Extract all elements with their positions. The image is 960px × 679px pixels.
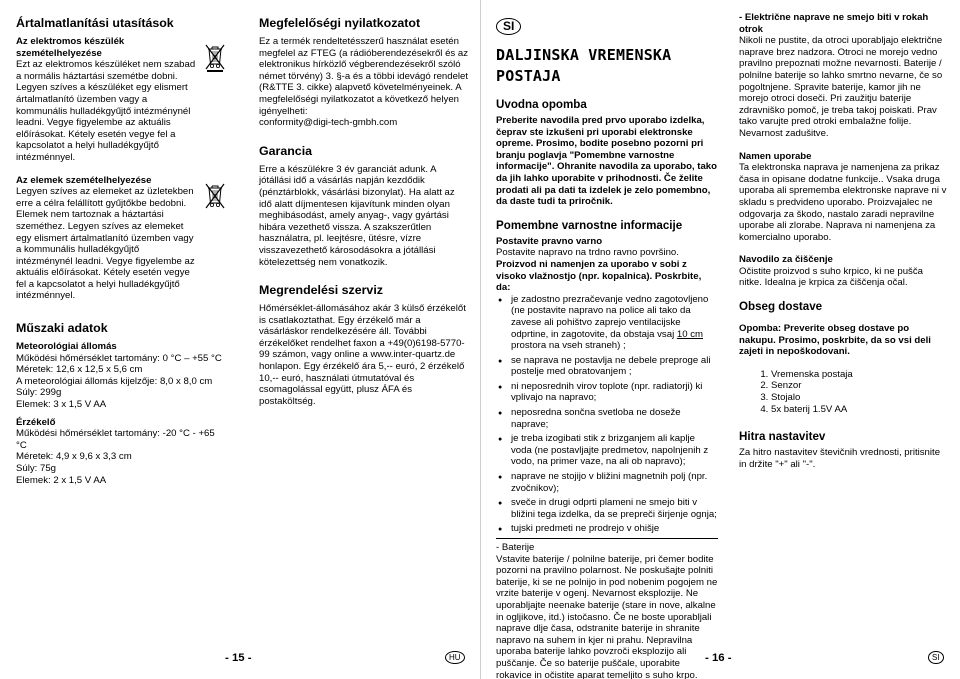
hu-station-line: Súly: 299g [16,387,62,399]
si-proper-use-heading: Postavite pravno varno [496,235,603,247]
si-page-number: - 16 - [705,652,732,664]
si-scope-heading: Obseg dostave [739,300,823,314]
si-footer-badge: SI [928,651,944,664]
hu-station-heading: Meteorológiai állomás [16,341,117,353]
list-item: 2. Senzor [771,380,947,392]
si-intro-heading: Uvodna opomba [496,98,587,111]
list-item: 4. 5x baterij 1.5V AA [771,404,947,416]
hu-sensor-line: Elemek: 2 x 1,5 V AA [16,474,107,486]
hu-battery-heading: Az elemek szemételhelyezése [16,174,152,186]
si-purpose-text: Ta elektronska naprava je namenjena za prikaz časa in opisane dodatne funkcije.. Vsaka druga uporaba ali sprememba elektronske naprave ni v skladu s predvideno uporabo. Proizvajalec ne odgovarja za škodo, nastalo zaradi nepravilne uporabe ali zlorabe. Naprava ni namenjena za komercialno uporabo. [739,162,947,243]
hu-sensor-line: Súly: 75g [16,463,57,474]
si-intro-text: Preberite navodila pred prvo uporabo izdelka, čeprav ste izkušeni pri uporabi elektronske opreme. Prosimo, bodite posebno pozorni pri branju poglavja "Pomembne varnostne informacije". Ohranite navodila za uporabo, tako da jih lahko uporabite v prihodnosti. Če želite prodati ali pa dati ta izdelek je zelo pomembno, da daste tudi ta priročnik. [496,115,717,208]
hu-station-line: Elemek: 3 x 1,5 V AA [16,399,107,411]
si-column-3 [496,12,718,679]
si-proper-use-bold: Proizvod ni namenjen za uporabo v sobi z visoko vlažnostjo (npr. kopalnica). Poskrbite, da: [496,258,702,294]
si-safety-list [496,294,718,535]
hu-order-text: Hőmérséklet-állomásához akár 3 külső érzékelőt is csatlakoztathat. Egy érzékelő már a vásárláskor rendelkezésére áll. További érzékelőket rendelhet faxon a +49(0)6198-5770-99 számon, vagy online a www.inter-quartz.de honlapon. Egy érzékelő ára 5,-- euró, 2 érzékelő 10,-- euró, használati útmutatóval és csomagolással együtt, plusz ÁFA és postaköltség. [259,303,466,407]
hu-column-1 [16,12,226,486]
hu-station-line: Méretek: 12,6 x 12,5 x 5,6 cm [16,364,143,376]
list-item: 1. Vremenska postaja [771,369,947,381]
hu-order-title: Megrendelési szerviz [259,283,383,298]
hu-sensor-line: Működési hőmérséklet tartomány: -20 °C - +65 °C [16,428,215,451]
hu-station-line: Működési hőmérséklet tartomány: 0 °C – +55 °C [16,352,222,364]
si-elec-heading: - Električne naprave ne smejo biti v rokah otrok [739,12,929,35]
si-cleaning-text: Očistite proizvod s suho krpico, ki ne pušča nitke. Idealna je krpica za čiščenja očal. [739,265,923,289]
hu-battery-block [16,175,226,303]
hu-warranty-title: Garancia [259,143,313,158]
si-purpose-heading: Namen uporabe [739,150,812,162]
crossed-bin-icon [204,42,226,72]
si-product-title: DALJINSKA VREMENSKA POSTAJA [496,46,672,85]
hu-page-number: - 15 - [225,652,252,664]
list-item: ● neposredna sončna svetloba ne doseže naprave; [511,407,718,430]
list-item: ● je treba izogibati stik z brizganjem ali kaplje voda (ne postavljajte predmetov, napolnjenih z vodo, na primer vaze, na ali ob napravo); [511,433,718,468]
hu-elec-text: Ezt az elektromos készüléket nem szabad a normális háztartási szemétbe dobni. Legyen szíves a készüléket egy elismert ártalmatlanító üzemben vagy a kommunális hulladékgyűjtő intézménynél leadni. Vegye figyelembe az aktuális előírásokat. Kétely esetén vegye fel a kapcsolatot a helyi hulladékgyűjtő intézménnyel. [16,59,196,163]
hu-conformity-title: Megfelelőségi nyilatkozatot [259,16,421,30]
si-batteries-heading: - Baterije [496,542,535,553]
section-divider [496,538,718,539]
si-proper-use-text: Postavite napravo na trdno ravno površino. [496,247,679,259]
list-item: ● naprave ne stojijo v bližini magnetnih polj (npr. zvočnikov); [511,471,718,494]
si-cleaning-heading: Navodilo za čiščenje [739,254,833,266]
hu-disposal-title: Ártalmatlanítási utasítások [16,16,174,30]
list-item: ● ni neposrednih virov toplote (npr. radiatorji) ki vplivajo na napravo; [511,381,718,404]
si-safety-heading: Pomembne varnostne informacije [496,218,683,232]
si-language-badge: SI [496,18,521,35]
hu-elec-heading: Az elektromos készülék szemételhelyezése [16,36,125,59]
hu-conformity-text: Ez a termék rendeltetésszerű használat esetén megfelel az FTEG (a rádióberendezésekről és az elektronikus hírközlő végberendezésekről szóló német törvény) 3. §-a és a többi idevágó rendelet (R&TTE 3. cikke) alapvető követelményeinek. A megfelelőségi nyilatkozatot a következő helyen igényelheti: [259,36,469,117]
hu-warranty-text: Erre a készülékre 3 év garanciát adunk. A jótállási idő a vásárlás napján kezdődik (pénztárblokk, vásárlási bizonylat). Ha alatt az idő alatt díjmentesen kijavítunk minden olyan meghibásodást, amely anyag-, vagy gyártási hibára vezethető vissza. A szakszerűtlen használatra, pl. leejtésre, ütésre, vízre visszavezethető károsodásokra a jótállási kötelezettség nem vonatkozik. [259,163,455,268]
si-quick-text: Za hitro nastavitev števičnih vrednosti, pritisnite in držite "+" ali "-". [739,447,941,470]
list-item: 3. Stojalo [771,392,947,404]
crossed-bin-icon [204,181,226,211]
hu-language-badge: HU [445,651,465,664]
si-column-4 [739,12,947,470]
hu-conformity-email: conformity@digi-tech-gmbh.com [259,117,398,129]
si-scope-list [739,369,947,415]
hu-sensor-heading: Érzékelő [16,416,56,428]
list-item: ● sveče in drugi odprti plameni ne smejo biti v bližini tega izdelka, da se prepreči širjenje ognja; [511,497,718,520]
hu-column-2 [259,12,469,407]
hu-battery-text: Legyen szíves az elemeket az üzletekben erre a célra felállított gyűjtőkbe bedobni. Elemek nem tartoznak a háztartási szeméthez. Legyen szíves az elemeket egy elismert ártalmatlanító üzemben vagy a kommunális hulladékgyűjtő intézménynél leadni. Vegye figyelembe az aktuális előírásokat. Kétely esetén vegye fel a kapcsolatot a helyi hulladékgyűjtő intézménnyel. [16,186,195,302]
si-scope-text: Opomba: Preverite obseg dostave po nakupu. Prosimo, poskrbite, da so vsi deli zajeti in nepoškodovani. [739,323,931,358]
list-item: ● tujski predmeti ne prodrejo v ohišje [511,523,718,535]
list-item: ● je zadostno prezračevanje vedno zagotovljeno (ne postavite napravo na police ali tako da zavese ali pohištvo zaprejo ventilacijske odprtine, in zagotovite, da obstaja vsaj 10 cm prostora na vseh straneh) ; [511,294,718,352]
hu-station-line: A meteorológiai állomás kijelzője: 8,0 x 8,0 cm [16,375,213,387]
hu-sensor-line: Méretek: 4,9 x 9,6 x 3,3 cm [16,451,132,463]
hu-elec-block [16,36,226,164]
si-batteries-text: Vstavite baterije / polnilne baterije, pri čemer bodite pozorni na pravilno polarnost. Ne poskušajte polniti baterije, ki se ne polnijo in pod nobenim pogojem ne vrzite baterije v ogenj. Nevarnost eksplozije. Ne uporabljajte neenake baterije (stare in nove, alkalne in ogljikove, itd.) istočasno. Če ne boste uporabljali naprave dlje časa, odstranite baterije in shranite napravo na suhem in kjer ni prahu. Nepravilna uporaba baterije lahko povzroči eksplozijo ali puščanje. Če so baterije puščale, uporabite rokavice in očistite aparat temeljito s suho krpo. [496,553,718,679]
si-elec-text: Nikoli ne pustite, da otroci uporabljajo električne naprave brez nadzora. Otroci ne morejo vedno pravilno prepoznati možne nevarnosti. Baterije / polnilne baterije so lahko smrtno nevarne, če so pogoltnjene. Spravite baterije, kamor jih ne morejo otroci doseči. Pri zaužitju baterije zdravniško pomoč, je treba takoj poiskati. Prav tako varujte pred otroki embalažne folije. Nevarnost zadušitve. [739,35,943,139]
si-quick-heading: Hitra nastavitev [739,430,826,444]
list-item: ● se naprava ne postavlja ne debele preproge ali postelje med obratovanjem ; [511,355,718,378]
page-fold [480,0,481,679]
hu-tech-title: Műszaki adatok [16,321,108,336]
